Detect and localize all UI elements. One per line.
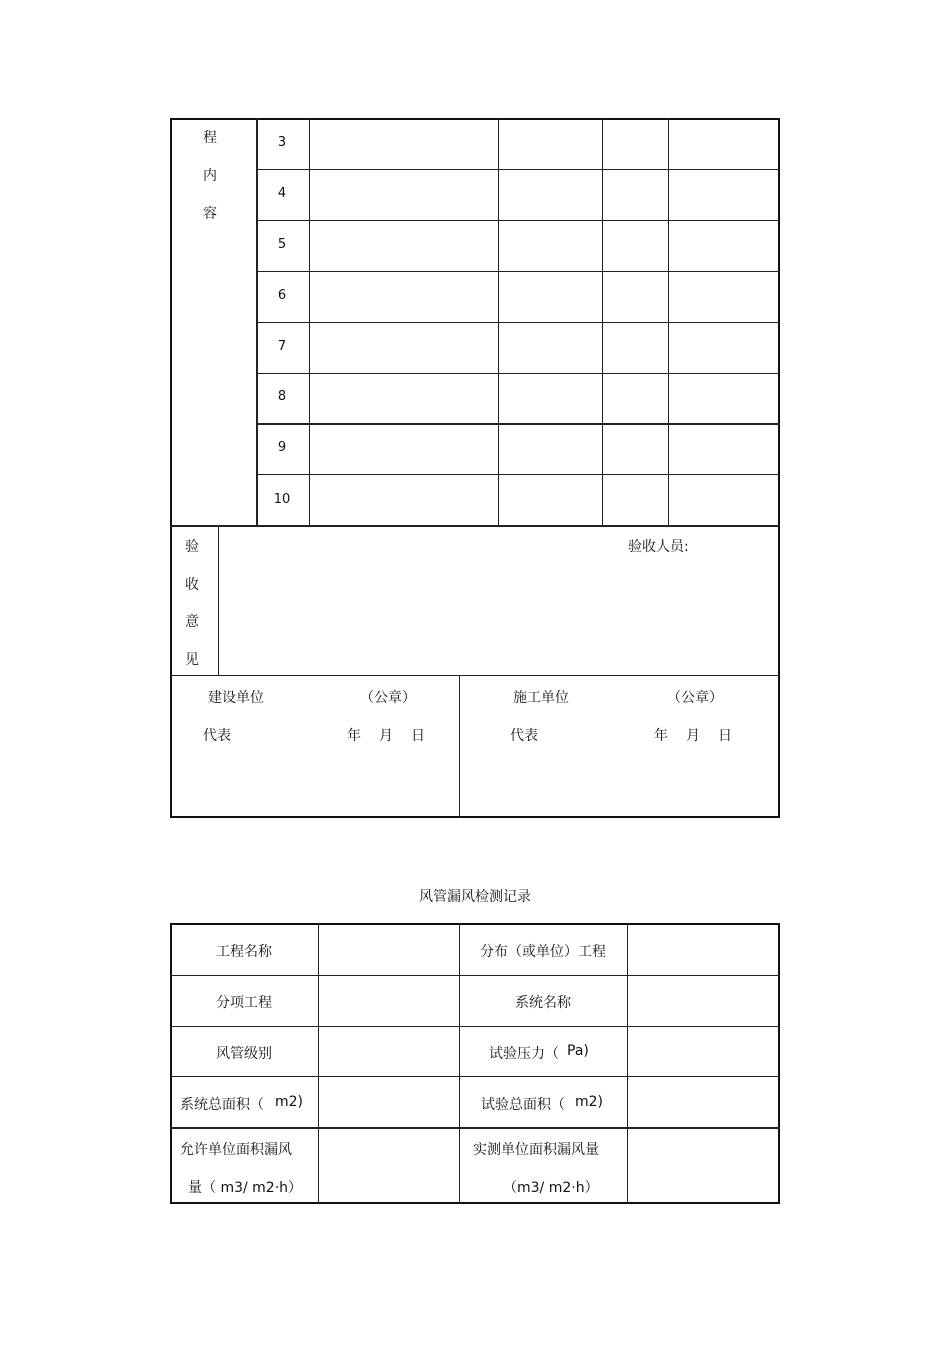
test-area-unit: m2) (575, 1094, 604, 1110)
col-divider (459, 923, 460, 1204)
acceptance-personnel-label: 验收人员: (628, 539, 689, 555)
acceptance-label-char: 验 (185, 539, 199, 555)
row-line (256, 271, 780, 272)
builder-seal-label: （公章） (667, 690, 723, 706)
row-line (256, 423, 780, 425)
allowed-leak-label: 允许单位面积漏风 (180, 1142, 292, 1158)
measured-leak-unit: （m3/ m2·h） (503, 1180, 599, 1196)
test-area-label: 试验总面积（ (481, 1097, 565, 1113)
acceptance-label-char: 意 (185, 614, 199, 630)
table1-outer-border (170, 118, 780, 818)
col-divider (318, 923, 319, 1204)
system-area-unit: m2) (275, 1094, 304, 1110)
allowed-leak-unit: 量（ m3/ m2·h） (188, 1180, 303, 1196)
side-label-char: 程 (203, 130, 217, 146)
row-line (256, 474, 780, 475)
date-year-label: 年 (347, 728, 361, 744)
date-day-label: 日 (718, 728, 732, 744)
row-line (256, 220, 780, 221)
row-number: 7 (277, 339, 287, 354)
document-title: 风管漏风检测记录 (419, 889, 531, 905)
acceptance-top-line (170, 525, 780, 527)
sub-project-label: 分布（或单位）工程 (480, 944, 606, 960)
row-line (256, 373, 780, 374)
row-number: 8 (277, 389, 287, 404)
system-area-label: 系统总面积（ (180, 1097, 264, 1113)
signature-divider (459, 675, 460, 818)
acceptance-label-char: 收 (185, 577, 199, 593)
row-number: 4 (277, 186, 287, 201)
row-line (256, 322, 780, 323)
side-label-char: 容 (203, 206, 217, 222)
date-month-label: 月 (686, 728, 700, 744)
row-number: 9 (277, 440, 287, 455)
row-line (256, 169, 780, 170)
table2-outer-border (170, 923, 780, 1204)
row-number: 6 (277, 288, 287, 303)
row-line (170, 975, 780, 976)
date-day-label: 日 (411, 728, 425, 744)
construction-unit-label: 建设单位 (208, 690, 264, 706)
builder-unit-label: 施工单位 (513, 690, 569, 706)
signature-top-line (170, 675, 780, 676)
construction-rep-label: 代表 (203, 728, 231, 744)
item-project-label: 分项工程 (216, 995, 272, 1011)
project-name-label: 工程名称 (216, 944, 272, 960)
acceptance-label-char: 见 (185, 652, 199, 668)
row-number: 3 (277, 135, 287, 150)
row-line (170, 1076, 780, 1077)
measured-leak-label: 实测单位面积漏风量 (473, 1142, 599, 1158)
col-divider (627, 923, 628, 1204)
row-number: 5 (277, 237, 287, 252)
test-pressure-label: 试验压力（ (489, 1046, 559, 1062)
test-pressure-unit: Pa) (567, 1043, 589, 1059)
row-line (170, 1127, 780, 1129)
construction-seal-label: （公章） (360, 690, 416, 706)
system-name-label: 系统名称 (515, 995, 571, 1011)
acceptance-label-divider (218, 525, 219, 676)
duct-grade-label: 风管级别 (216, 1046, 272, 1062)
date-year-label: 年 (654, 728, 668, 744)
date-month-label: 月 (379, 728, 393, 744)
row-number: 10 (273, 492, 291, 507)
side-label-char: 内 (203, 168, 217, 184)
row-line (170, 1026, 780, 1027)
builder-rep-label: 代表 (510, 728, 538, 744)
